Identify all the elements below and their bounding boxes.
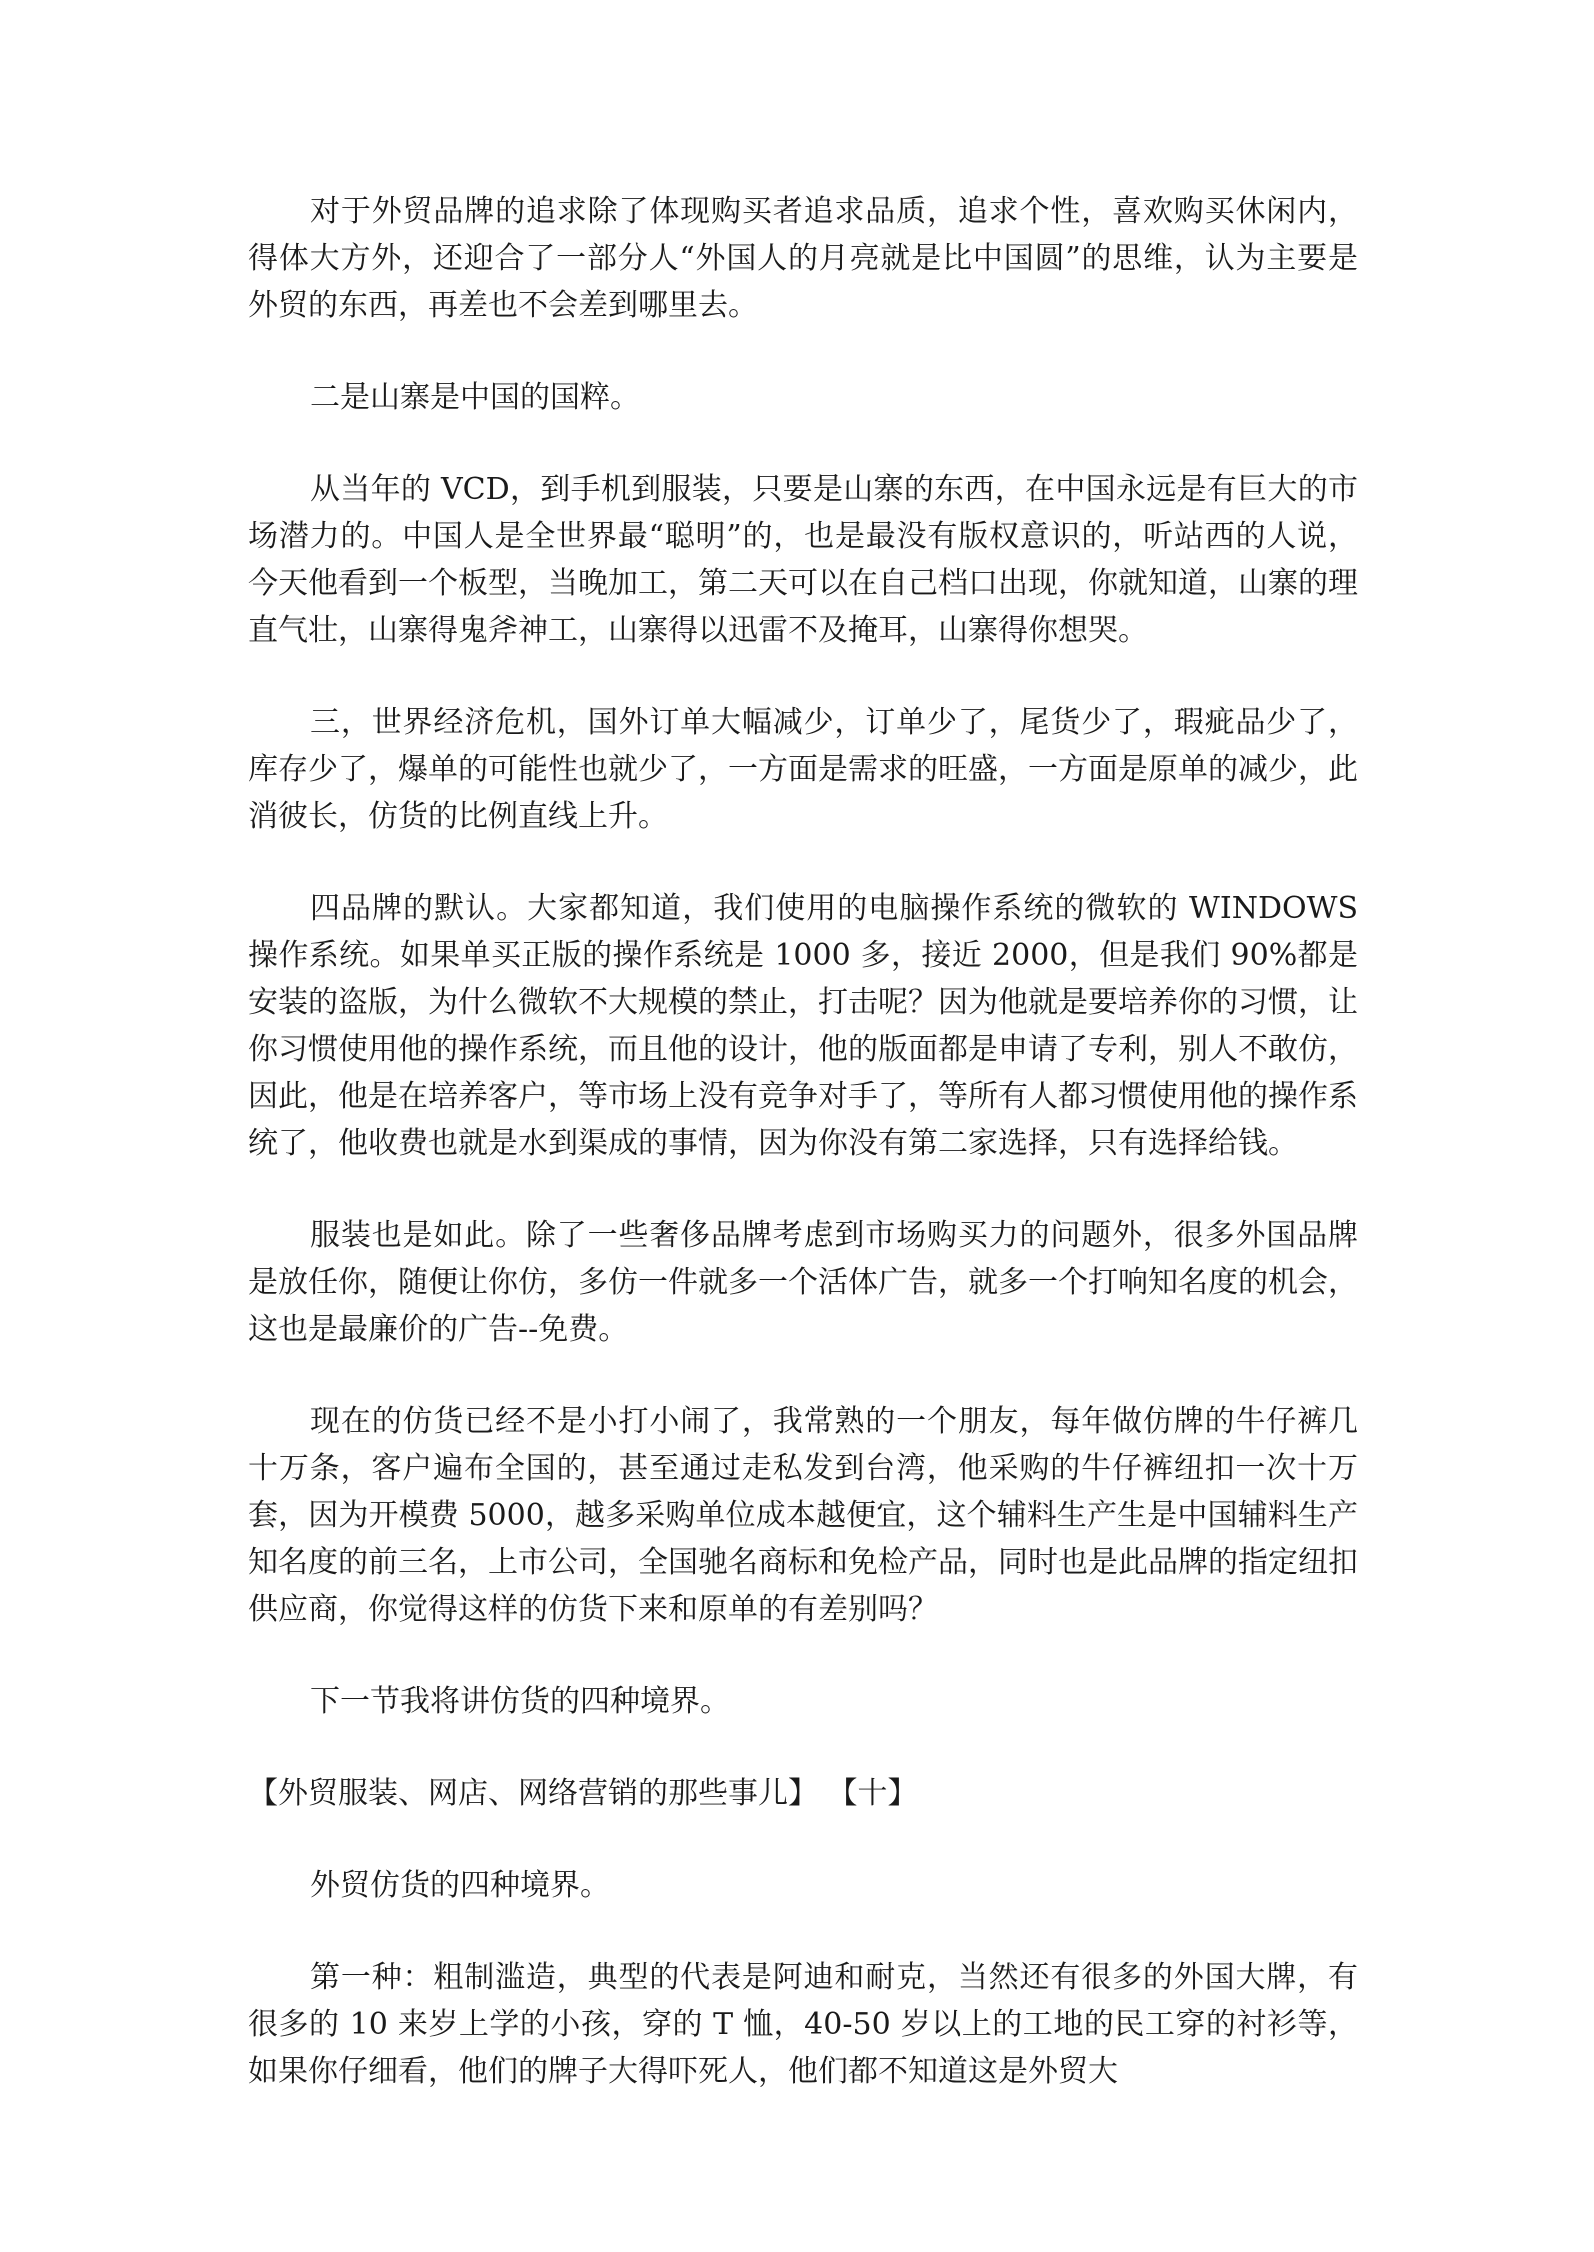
section-heading: 【外贸服装、网店、网络营销的那些事儿】 【十】 [248, 1776, 918, 1811]
paragraph-imitation-scale: 现在的仿货已经不是小打小闹了，我常熟的一个朋友，每年做仿牌的牛仔裤几十万条，客户遍布全国的，甚至通过走私发到台湾，他采购的牛仔裤纽扣一次十万套，因为开模费 5000，越多采购单位成本越便宜，这个辅料生产生是中国辅料生产知名度的前三名，上市公司，全国驰名商标和免检产品，同时也是此品牌的指定纽扣供应商，你觉得这样的仿货下来和原单的有差别吗？ [248, 1404, 1358, 1627]
paragraph-first-level: 第一种：粗制滥造，典型的代表是阿迪和耐克，当然还有很多的外国大牌，有很多的 10 来岁上学的小孩，穿的 T 恤，40-50 岁以上的工地的民工穿的衬衫等，如果你仔细看，他们的牌子大得吓死人，他们都不知道这是外贸大 [248, 1960, 1358, 2089]
paragraph-economic-crisis: 三，世界经济危机，国外订单大幅减少，订单少了，尾货少了，瑕疵品少了，库存少了，爆单的可能性也就少了，一方面是需求的旺盛，一方面是原单的减少，此消彼长，仿货的比例直线上升。 [248, 705, 1358, 834]
paragraph-brand-tolerance: 四品牌的默认。大家都知道，我们使用的电脑操作系统的微软的 WINDOWS 操作系统。如果单买正版的操作系统是 1000 多，接近 2000，但是我们 90%都是安装的盗版，为什么微软不大规模的禁止，打击呢？因为他就是要培养你的习惯，让你习惯使用他的操作系统，而且他的设计，他的版面都是申请了专利，别人不敢仿，因此，他是在培养客户，等市场上没有竞争对手了，等所有人都习惯使用他的操作系统了，他收费也就是水到渠成的事情，因为你没有第二家选择，只有选择给钱。 [248, 891, 1358, 1161]
paragraph-clothing-same: 服装也是如此。除了一些奢侈品牌考虑到市场购买力的问题外，很多外国品牌是放任你，随便让你仿，多仿一件就多一个活体广告，就多一个打响知名度的机会，这也是最廉价的广告--免费。 [248, 1218, 1358, 1347]
paragraph-four-levels: 外贸仿货的四种境界。 [310, 1868, 610, 1903]
paragraph-shanzhai-essence: 二是山寨是中国的国粹。 [310, 380, 640, 415]
document-page [248, 188, 1358, 2095]
paragraph-shanzhai-market: 从当年的 VCD，到手机到服装，只要是山寨的东西，在中国永远是有巨大的市场潜力的。中国人是全世界最“聪明”的，也是最没有版权意识的，听站西的人说，今天他看到一个板型，当晚加工，第二天可以在自己档口出现，你就知道，山寨的理直气壮，山寨得鬼斧神工，山寨得以迅雷不及掩耳，山寨得你想哭。 [248, 472, 1358, 648]
paragraph-foreign-brand-pursuit: 对于外贸品牌的追求除了体现购买者追求品质，追求个性，喜欢购买休闲内，得体大方外，还迎合了一部分人“外国人的月亮就是比中国圆”的思维，认为主要是外贸的东西，再差也不会差到哪里去。 [248, 194, 1358, 323]
paragraph-next-section: 下一节我将讲仿货的四种境界。 [310, 1684, 730, 1719]
